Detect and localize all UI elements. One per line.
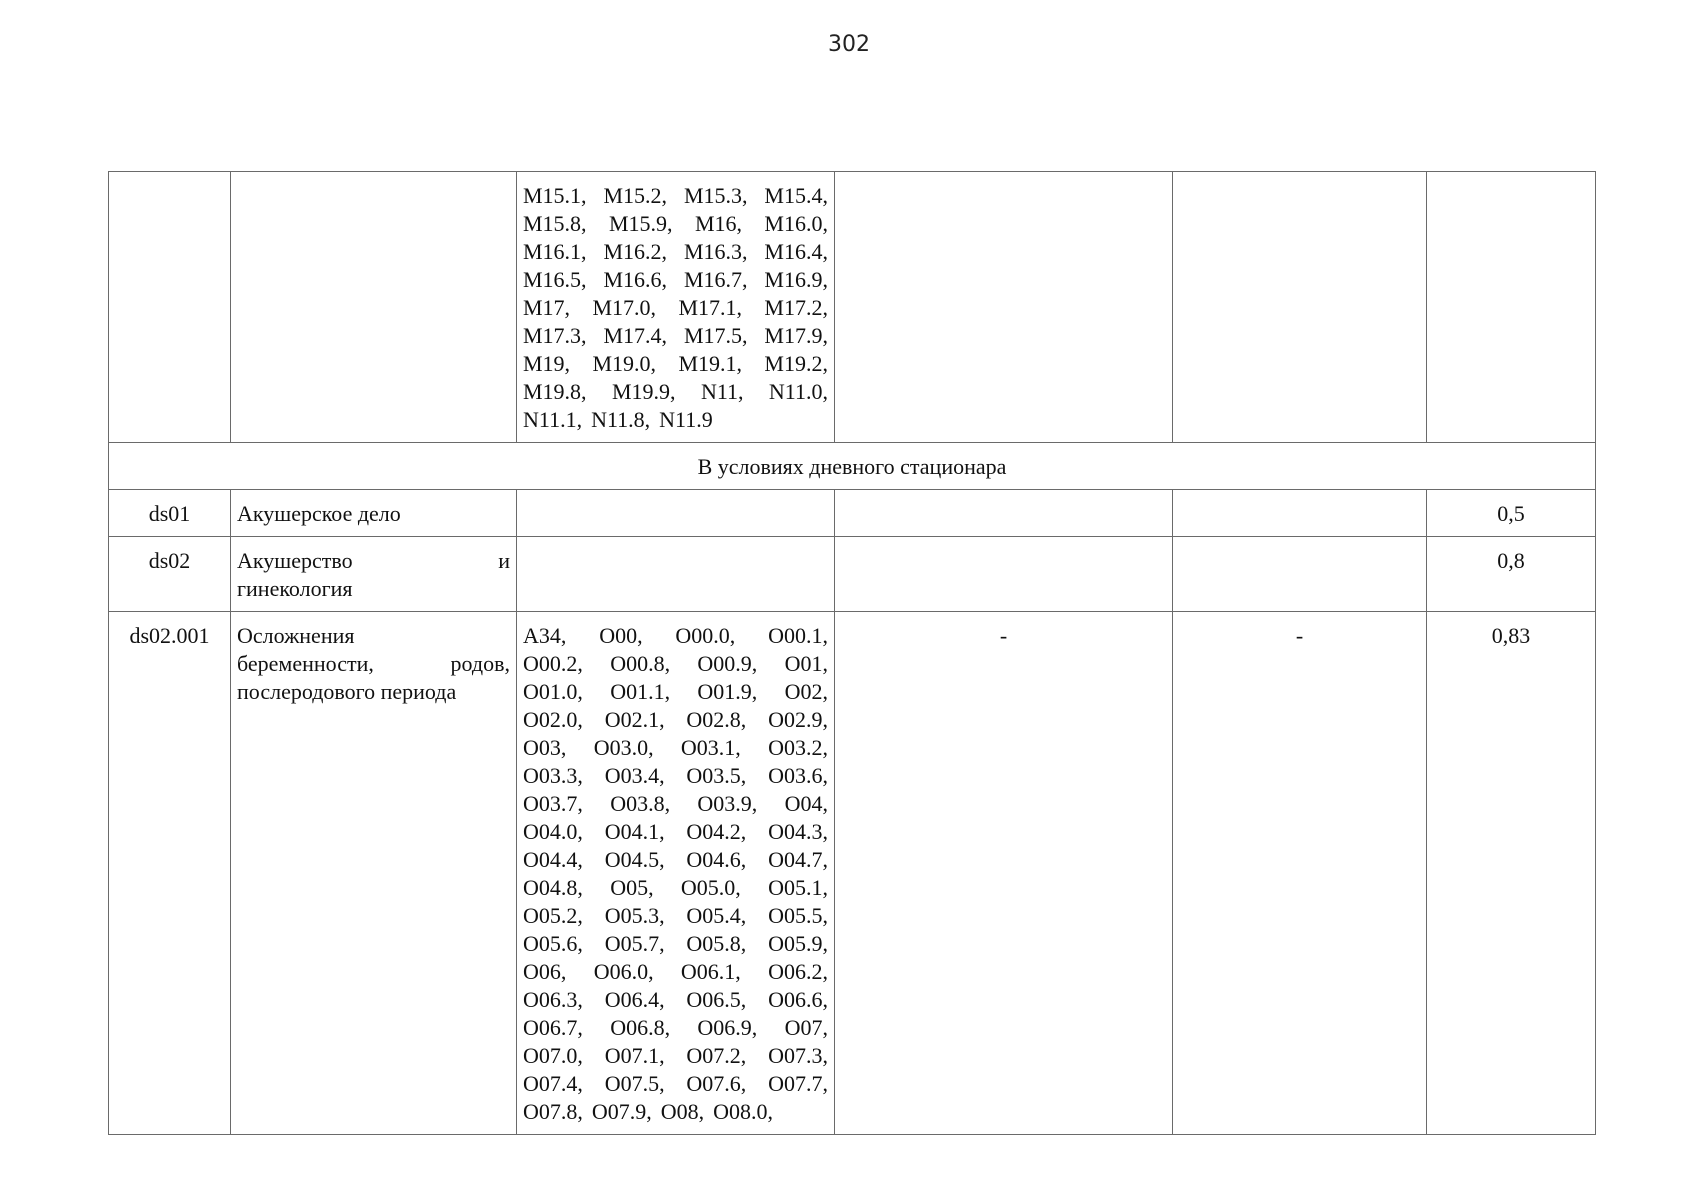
icd-code: N11.9: [659, 407, 713, 432]
col5-cell: [1173, 537, 1427, 612]
icd-code-line: [523, 1070, 828, 1098]
icd-codes-cell: [517, 537, 835, 612]
icd-code: O01.9,: [697, 679, 758, 704]
name-word: родов,: [450, 651, 510, 676]
icd-code: O02.1,: [604, 707, 665, 732]
name-line: Осложнения: [237, 623, 355, 648]
icd-code: O04.6,: [686, 847, 747, 872]
icd-code: O02.8,: [686, 707, 747, 732]
icd-code-line: [523, 706, 828, 734]
table-row-ds02: [109, 537, 1596, 612]
icd-code: O05.7,: [604, 931, 665, 956]
icd-code: M19.8,: [523, 379, 587, 404]
icd-code: O06.5,: [686, 987, 747, 1012]
icd-code: O04.3,: [768, 819, 828, 844]
icd-code-line: [523, 266, 828, 294]
icd-code: O03.4,: [604, 763, 665, 788]
icd-code-line: [523, 874, 828, 902]
name-line: гинекология: [237, 576, 353, 601]
icd-code: M16.9,: [764, 267, 828, 292]
icd-code: O03.5,: [686, 763, 747, 788]
code-cell: ds01: [109, 490, 231, 537]
icd-code: O03.9,: [697, 791, 758, 816]
section-row: [109, 443, 1596, 490]
icd-code: O02.0,: [523, 707, 583, 732]
icd-code: M19,: [523, 351, 571, 376]
icd-code: M15.3,: [683, 183, 748, 208]
icd-code: O07.0,: [523, 1043, 583, 1068]
icd-code: O05.5,: [768, 903, 828, 928]
icd-code: O05.8,: [686, 931, 747, 956]
icd-code-list: [523, 182, 828, 434]
icd-code-line: [523, 1042, 828, 1070]
icd-code-line: [523, 622, 828, 650]
icd-code: M17.9,: [764, 323, 828, 348]
icd-code-line: [523, 986, 828, 1014]
icd-code: O02,: [784, 679, 828, 704]
icd-code: A34,: [523, 623, 567, 648]
icd-code: O07.8,: [523, 1099, 583, 1124]
icd-codes-cell: [517, 612, 835, 1135]
icd-code-line: [523, 322, 828, 350]
icd-code: M16.7,: [683, 267, 748, 292]
icd-code: M16.2,: [603, 239, 668, 264]
icd-code-line: [523, 182, 828, 210]
icd-code: O00,: [599, 623, 643, 648]
name-cell: [231, 612, 517, 1135]
icd-code: O04.4,: [523, 847, 583, 872]
icd-code: M19.0,: [592, 351, 657, 376]
icd-code: O03.1,: [680, 735, 741, 760]
icd-code: O08,: [660, 1099, 705, 1124]
name-line: [237, 547, 510, 575]
icd-code: O00.8,: [610, 651, 671, 676]
icd-code: N11,: [700, 379, 744, 404]
icd-code: O07.2,: [686, 1043, 747, 1068]
icd-code-line: [523, 294, 828, 322]
icd-code: O04.7,: [768, 847, 828, 872]
icd-code: O07.7,: [768, 1071, 828, 1096]
icd-code: O01.1,: [610, 679, 671, 704]
icd-code: O03.0,: [593, 735, 654, 760]
icd-code: M17.3,: [523, 323, 587, 348]
icd-code: M15.1,: [523, 183, 587, 208]
icd-code: N11.8,: [591, 407, 651, 432]
col5-cell: [1173, 490, 1427, 537]
icd-code-line: [523, 734, 828, 762]
coefficient-cell: 0,8: [1427, 537, 1596, 612]
table-row-continuation: [109, 172, 1596, 443]
col4-cell: [835, 537, 1173, 612]
icd-code: O06.6,: [768, 987, 828, 1012]
icd-code: N11.1,: [523, 407, 583, 432]
icd-code: M17.1,: [678, 295, 742, 320]
icd-code: O07.1,: [604, 1043, 665, 1068]
section-title: В условиях дневного стационара: [109, 443, 1596, 490]
icd-code: O04.8,: [523, 875, 583, 900]
table-row-ds01: [109, 490, 1596, 537]
col4-cell: [835, 172, 1173, 443]
coefficient-cell: [1427, 172, 1596, 443]
icd-code: O06.9,: [697, 1015, 758, 1040]
icd-code: M19.1,: [678, 351, 742, 376]
icd-code: O00.9,: [697, 651, 758, 676]
name-line: [237, 650, 510, 678]
code-cell: [109, 172, 231, 443]
icd-code-line: [523, 1014, 828, 1042]
icd-code: M16,: [694, 211, 742, 236]
coefficient-cell: 0,5: [1427, 490, 1596, 537]
icd-code: O03.8,: [610, 791, 671, 816]
icd-code: N11.0,: [768, 379, 828, 404]
icd-code: O06.2,: [768, 959, 828, 984]
icd-code-line: [523, 958, 828, 986]
icd-code: O05.4,: [686, 903, 747, 928]
page-number: 302: [828, 32, 870, 57]
icd-codes-cell: [517, 490, 835, 537]
icd-code: M16.1,: [523, 239, 587, 264]
icd-code: O06.8,: [610, 1015, 671, 1040]
icd-code-line: [523, 210, 828, 238]
name-cell: Акушерское дело: [231, 490, 517, 537]
icd-code-line: [523, 378, 828, 406]
icd-code: O06.1,: [680, 959, 741, 984]
icd-code: M19.2,: [764, 351, 828, 376]
icd-code: O03.2,: [768, 735, 828, 760]
icd-code: O07,: [784, 1015, 828, 1040]
code-cell: ds02.001: [109, 612, 231, 1135]
icd-code: O07.4,: [523, 1071, 583, 1096]
icd-code: M17.2,: [764, 295, 828, 320]
icd-code: O04.1,: [604, 819, 665, 844]
icd-code: M17,: [523, 295, 571, 320]
icd-code: O07.5,: [604, 1071, 665, 1096]
icd-code: O03.7,: [523, 791, 583, 816]
icd-code: O06.4,: [604, 987, 665, 1012]
icd-code: O08.0,: [713, 1099, 774, 1124]
icd-code: M17.0,: [592, 295, 657, 320]
icd-code: O00.2,: [523, 651, 583, 676]
icd-code-line: [523, 902, 828, 930]
name-line: послеродового периода: [237, 679, 457, 704]
icd-code-line: [523, 678, 828, 706]
icd-code: O05.0,: [680, 875, 741, 900]
icd-code: M15.2,: [603, 183, 668, 208]
icd-code-line: [523, 818, 828, 846]
col4-cell: [835, 490, 1173, 537]
icd-code: O05.2,: [523, 903, 583, 928]
icd-code: O03.3,: [523, 763, 583, 788]
icd-code: M15.8,: [523, 211, 587, 236]
table-row-ds02-001: [109, 612, 1596, 1135]
icd-code: O01,: [784, 651, 828, 676]
icd-code: O00.0,: [675, 623, 736, 648]
icd-code: M16.4,: [764, 239, 828, 264]
icd-code: O01.0,: [523, 679, 583, 704]
icd-code-line: [523, 846, 828, 874]
icd-code: M17.4,: [603, 323, 668, 348]
icd-code-line: [523, 406, 828, 434]
icd-code: O04.0,: [523, 819, 583, 844]
icd-code-line: [523, 1098, 828, 1126]
icd-code: O05.9,: [768, 931, 828, 956]
icd-code-line: [523, 650, 828, 678]
icd-code: M17.5,: [683, 323, 748, 348]
icd-code-line: [523, 762, 828, 790]
icd-code-line: [523, 238, 828, 266]
icd-code: O06.7,: [523, 1015, 583, 1040]
icd-code: O02.9,: [768, 707, 828, 732]
icd-code: M15.9,: [608, 211, 673, 236]
code-cell: ds02: [109, 537, 231, 612]
icd-code: O07.9,: [591, 1099, 652, 1124]
icd-code: O03.6,: [768, 763, 828, 788]
icd-code: O06,: [523, 959, 567, 984]
col5-cell: -: [1173, 612, 1427, 1135]
icd-code: O05.3,: [604, 903, 665, 928]
icd-code: O04.5,: [604, 847, 665, 872]
icd-codes-cell: [517, 172, 835, 443]
icd-code: O00.1,: [768, 623, 828, 648]
icd-code: O06.0,: [593, 959, 654, 984]
icd-code: O05.1,: [768, 875, 828, 900]
icd-code: O06.3,: [523, 987, 583, 1012]
col5-cell: [1173, 172, 1427, 443]
name-word: беременности,: [237, 651, 374, 676]
icd-code: M15.4,: [764, 183, 828, 208]
icd-code: M16.0,: [764, 211, 828, 236]
tariff-table: [108, 171, 1596, 1135]
icd-code: M19.9,: [611, 379, 676, 404]
icd-code: O05,: [610, 875, 654, 900]
icd-code: O04.2,: [686, 819, 747, 844]
icd-code: O05.6,: [523, 931, 583, 956]
name-cell: [231, 537, 517, 612]
icd-code: O04,: [784, 791, 828, 816]
coefficient-cell: 0,83: [1427, 612, 1596, 1135]
icd-code: O07.6,: [686, 1071, 747, 1096]
name-cell: [231, 172, 517, 443]
icd-code-list: [523, 622, 828, 1126]
icd-code: M16.6,: [603, 267, 668, 292]
icd-code: M16.3,: [683, 239, 748, 264]
name-word: Акушерство: [237, 548, 353, 573]
icd-code: O07.3,: [768, 1043, 828, 1068]
col4-cell: -: [835, 612, 1173, 1135]
icd-code-line: [523, 790, 828, 818]
icd-code: O03,: [523, 735, 567, 760]
name-word: и: [498, 548, 510, 573]
icd-code-line: [523, 930, 828, 958]
icd-code: M16.5,: [523, 267, 587, 292]
icd-code-line: [523, 350, 828, 378]
